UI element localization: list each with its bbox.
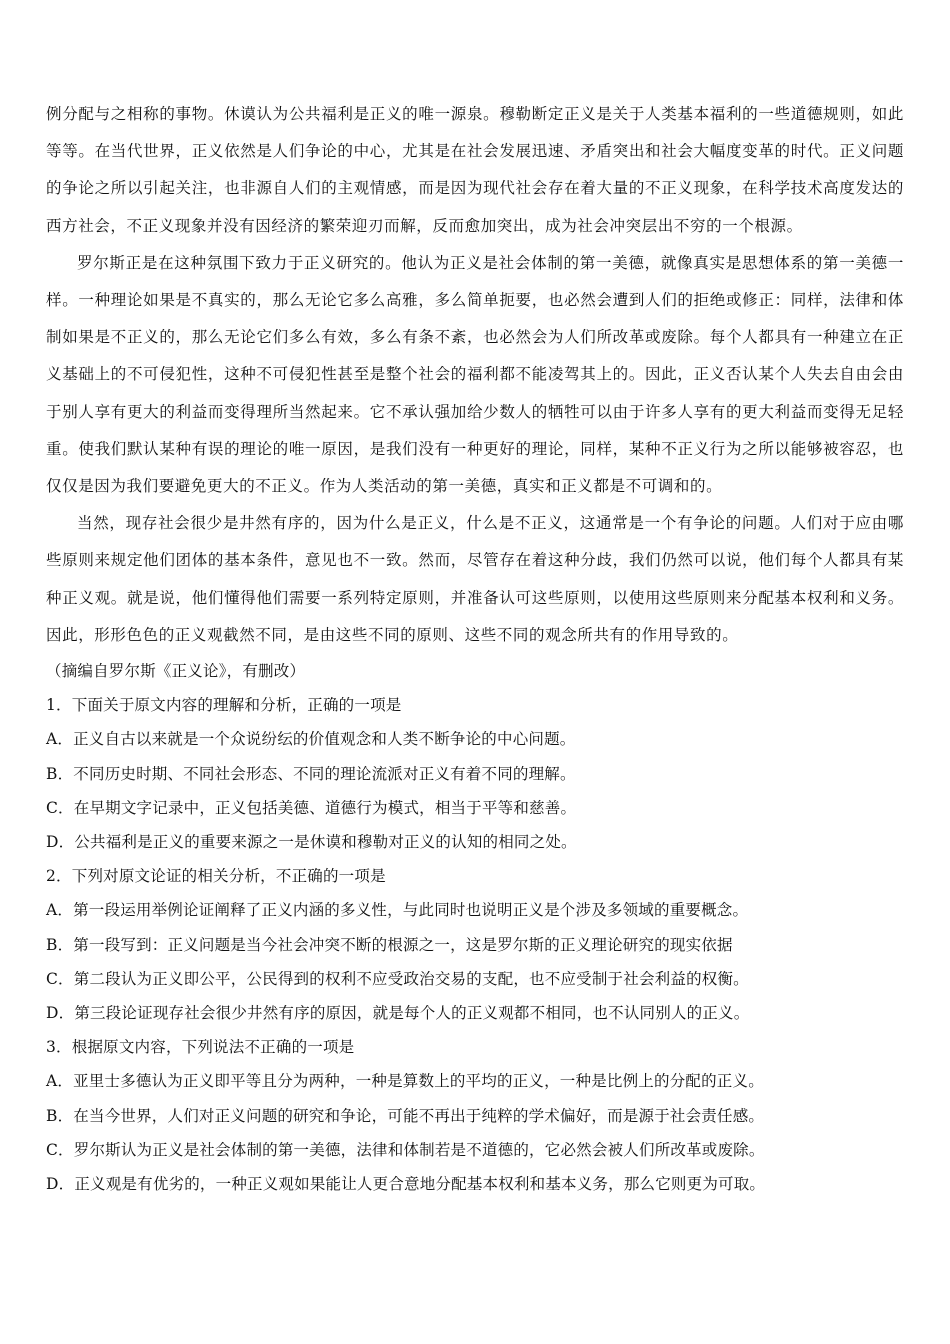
passage-paragraph-1: 例分配与之相称的事物。休谟认为公共福利是正义的唯一源泉。穆勒断定正义是关于人类基本福利的一些道德规则，如此等等。在当代世界，正义依然是人们争论的中心，尤其是在社会发展迅速、矛盾突出和社会大幅度变革的时代。正义问题的争论之所以引起关注，也非源自人们的主观情感，而是因为现代社会存在着大量的不正义现象，在科学技术高度发达的西方社会，不正义现象并没有因经济的繁荣迎刃而解，反而愈加突出，成为社会冲突层出不穷的一个根源。 xyxy=(46,105,904,235)
question-1-option-a: A．正义自古以来就是一个众说纷纭的价值观念和人类不断争论的中心问题。 xyxy=(46,730,576,749)
question-3 xyxy=(46,1030,904,1201)
question-3-stem: 3．根据原文内容，下列说法不正确的一项是 xyxy=(46,1038,355,1057)
question-1-option-b: B．不同历史时期、不同社会形态、不同的理论流派对正义有着不同的理解。 xyxy=(46,764,576,783)
question-2-option-c: C．第二段认为正义即公平，公民得到的权利不应受政治交易的支配，也不应受制于社会利益的权衡。 xyxy=(46,969,749,988)
question-1-option-d: D．公共福利是正义的重要来源之一是休谟和穆勒对正义的认知的相同之处。 xyxy=(46,833,577,852)
question-2-option-b: B．第一段写到：正义问题是当今社会冲突不断的根源之一，这是罗尔斯的正义理论研究的现实依据 xyxy=(46,935,733,954)
question-2 xyxy=(46,859,904,1030)
question-1-option-c: C．在早期文字记录中，正义包括美德、道德行为模式，相当于平等和慈善。 xyxy=(46,798,577,817)
question-2-option-a: A．第一段运用举例论证阐释了正义内涵的多义性，与此同时也说明正义是个涉及多领域的重要概念。 xyxy=(46,901,749,920)
question-2-option-d: D．第三段论证现存社会很少井然有序的原因，就是每个人的正义观都不相同，也不认同别人的正义。 xyxy=(46,1004,750,1023)
question-1-stem: 1．下面关于原文内容的理解和分析，正确的一项是 xyxy=(46,696,402,715)
passage xyxy=(46,96,904,654)
question-3-option-a: A．亚里士多德认为正义即平等且分为两种，一种是算数上的平均的正义，一种是比例上的分配的正义。 xyxy=(46,1072,764,1091)
question-2-stem: 2．下列对原文论证的相关分析，不正确的一项是 xyxy=(46,867,386,886)
passage-paragraph-3: 当然，现存社会很少是井然有序的，因为什么是正义，什么是不正义，这通常是一个有争论的问题。人们对于应由哪些原则来规定他们团体的基本条件，意见也不一致。然而，尽管存在着这种分歧，我们仍然可以说，他们每个人都具有某种正义观。就是说，他们懂得他们需要一系列特定原则，并准备认可这些原则，以使用这些原则来分配基本权利和义务。因此，形形色色的正义观截然不同，是由这些不同的原则、这些不同的观念所共有的作用导致的。 xyxy=(46,514,904,644)
question-3-option-d: D．正义观是有优劣的，一种正义观如果能让人更合意地分配基本权利和基本义务，那么它则更为可取。 xyxy=(46,1175,766,1194)
question-3-option-b: B．在当今世界，人们对正义问题的研究和争论，可能不再出于纯粹的学术偏好，而是源于社会责任感。 xyxy=(46,1106,765,1125)
question-1 xyxy=(46,688,904,859)
source-citation: （摘编自罗尔斯《正义论》，有删改） xyxy=(46,662,306,681)
question-3-option-c: C．罗尔斯认为正义是社会体制的第一美德，法律和体制若是不道德的，它必然会被人们所改革或废除。 xyxy=(46,1140,765,1159)
document-page xyxy=(46,96,904,1201)
passage-paragraph-2: 罗尔斯正是在这种氛围下致力于正义研究的。他认为正义是社会体制的第一美德，就像真实是思想体系的第一美德一样。一种理论如果是不真实的，那么无论它多么高雅，多么简单扼要，也必然会遭到人们的拒绝或修正：同样，法律和体制如果是不正义的，那么无论它们多么有效，多么有条不紊，也必然会为人们所改革或废除。每个人都具有一种建立在正义基础上的不可侵犯性，这种不可侵犯性甚至是整个社会的福利都不能凌驾其上的。因此，正义否认某个人失去自由会由于别人享有更大的利益而变得理所当然起来。它不承认强加给少数人的牺牲可以由于许多人享有的更大利益而变得无足轻重。使我们默认某种有误的理论的唯一原因，是我们没有一种更好的理论，同样，某种不正义行为之所以能够被容忍，也仅仅是因为我们要避免更大的不正义。作为人类活动的第一美德，真实和正义都是不可调和的。 xyxy=(46,253,904,496)
questions xyxy=(46,654,904,1201)
